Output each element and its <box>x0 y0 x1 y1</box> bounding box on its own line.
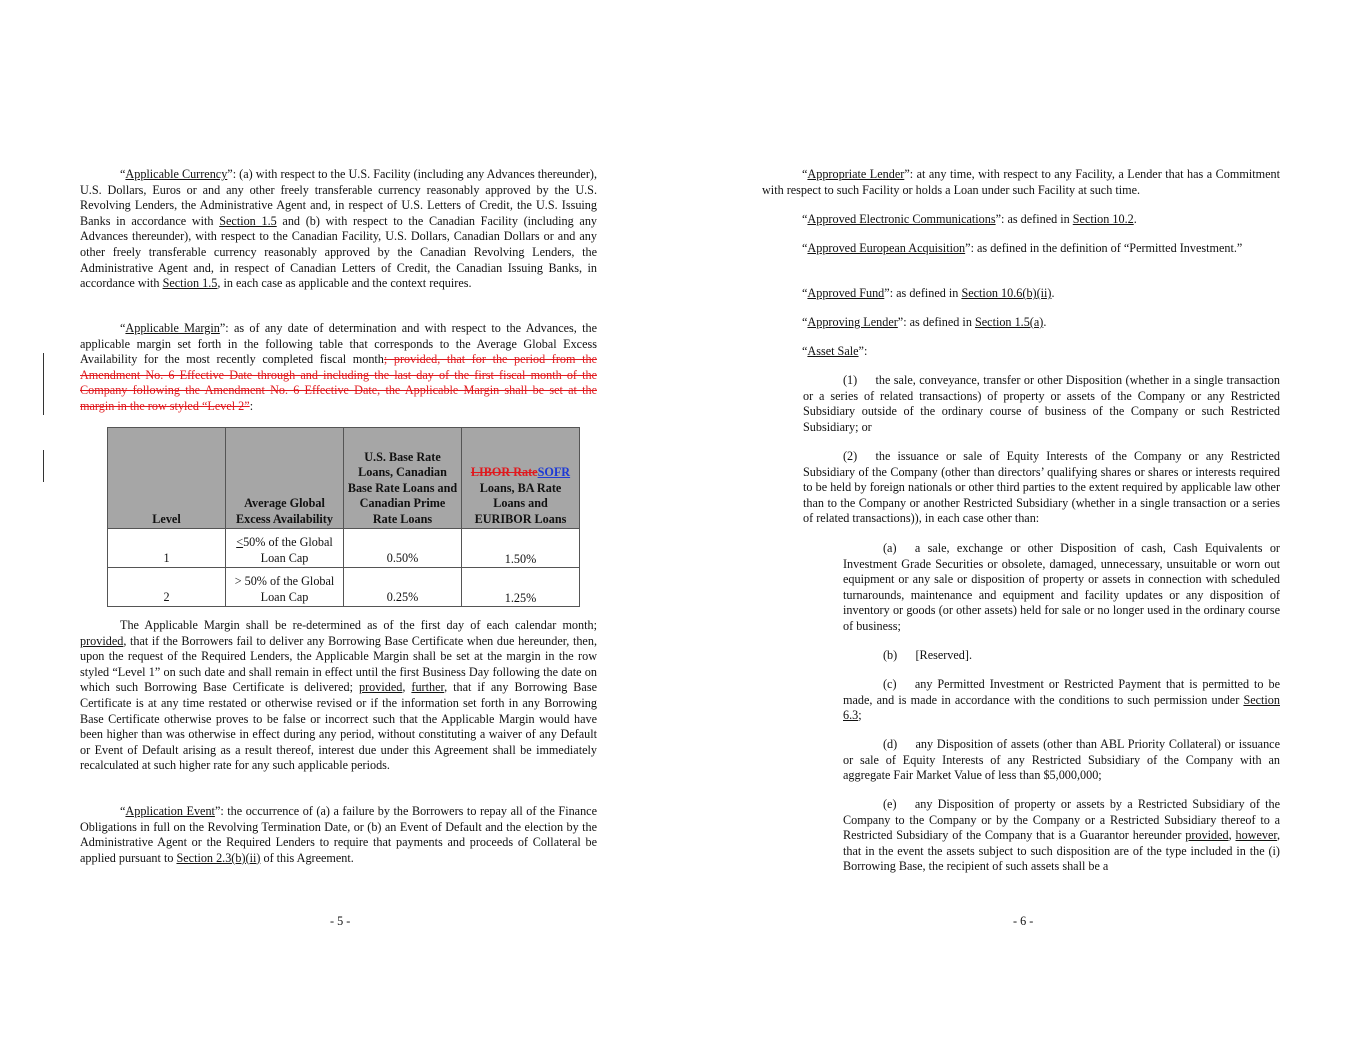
definition-applicable-margin: “Applicable Margin”: as of any date of determination and with respect to the Advances, the applicable margin set forth in the following table that corresponds to the Average Global Excess Availability for the most recently completed fiscal month; provided, that for the period from the Amendment No. 6 Effective Date through and including the last day of the first fiscal month of the Company following the Amendment No. 6 Effective Date, the Applicable Margin shall be set at the margin in the row styled “Level 2”: <box>80 321 597 413</box>
cell-availability: <50% of the Global Loan Cap <box>226 529 344 568</box>
defined-term: Appropriate Lender <box>807 167 905 181</box>
header-availability: Average Global Excess Availability <box>226 428 344 529</box>
asset-sale-exception-c: (c) any Permitted Investment or Restricted Payment that is permitted to be made, and is made in accordance with the conditions to such permission under Section 6.3; <box>843 677 1280 723</box>
definition-approved-fund: “Approved Fund”: as defined in Section 10.6(b)(ii). <box>802 286 1055 300</box>
section-reference: Section 10.6(b)(ii) <box>961 286 1052 300</box>
less-or-equal-symbol: < <box>236 535 244 550</box>
section-reference: Section 6.3 <box>843 692 1280 723</box>
table-row <box>108 529 580 568</box>
cell-level: 1 <box>108 529 226 568</box>
asset-sale-clause-2: (2) the issuance or sale of Equity Interests of the Company or any Restricted Subsidiary of the Company (other than directors’ qualifying shares or shares or interests required to be held by foreign nationals or other third parties to the extent required by applicable law other than to the Company or another Restricted Subsidiary (whether in a single transaction or a series of related transactions)), in each case other than: <box>803 449 1280 526</box>
definition-approved-electronic-communications: “Approved Electronic Communications”: as defined in Section 10.2. <box>802 212 1137 226</box>
deleted-text: ; provided, that for the period from the Amendment No. 6 Effective Date through and including the last day of the first fiscal month of the Company following the Amendment No. 6 Effective Date, the Applicable Margin shall be set at the margin in the row styled “Level 2” <box>80 352 597 413</box>
inserted-text: SOFR <box>537 465 571 480</box>
cell-level: 2 <box>108 568 226 607</box>
section-reference: Section 2.3(b)(ii) <box>176 850 261 865</box>
header-sofr-loans: LIBOR RateSOFR Loans, BA Rate Loans and EURIBOR Loans <box>462 428 580 529</box>
defined-term: Approving Lender <box>807 315 898 329</box>
definition-asset-sale: “Asset Sale”: <box>802 344 868 358</box>
page-number: - 6 - <box>1013 914 1034 928</box>
table-row <box>108 568 580 607</box>
left-page <box>0 0 682 1055</box>
definition-approving-lender: “Approving Lender”: as defined in Section 1.5(a). <box>802 315 1047 329</box>
asset-sale-exception-b: (b) [Reserved]. <box>883 648 973 662</box>
asset-sale-exception-e: (e) any Disposition of property or assets by a Restricted Subsidiary of the Company to the Company or by the Company or a Restricted Subsidiary thereof to a Restricted Subsidiary of the Company that is a Guarantor hereunder provided, however, that in the event the assets subject to such disposition are of the type included in the (i) Borrowing Base, the recipient of such assets shall be a <box>843 797 1281 874</box>
header-base-rate-loans: U.S. Base Rate Loans, Canadian Base Rate Loans and Canadian Prime Rate Loans <box>344 428 462 529</box>
defined-term: Asset Sale <box>807 344 859 358</box>
definition-appropriate-lender: “Appropriate Lender”: at any time, with respect to any Facility, a Lender that has a Commitment with respect to such Facility or holds a Loan under such Facility at such time. <box>762 167 1280 197</box>
defined-term: Applicable Currency <box>125 167 228 181</box>
section-reference: Section 1.5 <box>162 276 218 291</box>
asset-sale-clause-1: (1) the sale, conveyance, transfer or other Disposition (whether in a single transaction or a series of related transactions) of property or assets of the Company or any Restricted Subsidiary outside of the ordinary course of business of the Company or such Restricted Subsidiary; or <box>803 373 1280 434</box>
definition-applicable-currency: “Applicable Currency”: (a) with respect to the U.S. Facility (including any Advances thereunder), U.S. Dollars, Euros or and any other freely transferable currency reasonably approved by the U.S. Revolving Lenders, the Administrative Agent and, in respect of U.S. Letters of Credit, the U.S. Issuing Banks in accordance with Section 1.5 and (b) with respect to the Canadian Facility (including any Advances thereunder), with respect to the Canadian Facility, U.S. Dollars, Canadian Dollars or and any other freely transferable currency reasonably approved by the Canadian Revolving Lenders, the Administrative Agent and, in respect of Canadian Letters of Credit, the Canadian Issuing Banks, in accordance with Section 1.5, in each case as applicable and the context requires. <box>80 167 598 291</box>
asset-sale-exception-a: (a) a sale, exchange or other Disposition of cash, Cash Equivalents or Investment Grade Securities or obsolete, damaged, unnecessary, unsuitable or worn out equipment or any sale or disposition of property or assets in connection with scheduled turnarounds, maintenance and equipment and facility updates or any disposition of inventory or goods (or other assets) held for sale or no longer used in the ordinary course of business; <box>843 541 1280 633</box>
defined-term: Approved Fund <box>807 286 885 300</box>
cell-sofr: 1.50% <box>462 529 580 568</box>
defined-term: Application Event <box>125 804 215 818</box>
definition-application-event: “Application Event”: the occurrence of (a) a failure by the Borrowers to repay all of the Finance Obligations in full on the Revolving Termination Date, or (b) an Event of Default and the election by the Administrative Agent or the Required Lenders to require that payments and proceeds of Collateral be applied pursuant to Section 2.3(b)(ii) of this Agreement. <box>80 804 598 865</box>
cell-base-rate: 0.50% <box>344 529 462 568</box>
applicable-margin-table <box>107 427 580 607</box>
defined-term: Approved Electronic Communications <box>807 212 996 226</box>
header-level: Level <box>108 428 226 529</box>
definition-approved-european-acquisition: “Approved European Acquisition”: as defined in the definition of “Permitted Investment.” <box>802 241 1243 255</box>
section-reference: Section 1.5(a) <box>974 315 1044 329</box>
asset-sale-exception-d: (d) any Disposition of assets (other than ABL Priority Collateral) or issuance or sale of Equity Interests of any Restricted Subsidiary of the Company with an aggregate Fair Market Value of less than $5,000,000; <box>843 737 1280 783</box>
cell-availability: > 50% of the Global Loan Cap <box>226 568 344 607</box>
right-page <box>683 0 1365 1055</box>
section-reference: Section 1.5 <box>219 213 277 228</box>
deleted-text: LIBOR Rate <box>470 465 538 480</box>
cell-base-rate: 0.25% <box>344 568 462 607</box>
cell-sofr: 1.25% <box>462 568 580 607</box>
revision-change-bar <box>43 353 44 415</box>
page-number: - 5 - <box>330 914 351 928</box>
defined-term: Applicable Margin <box>125 321 220 335</box>
revision-change-bar <box>43 450 44 482</box>
table-header-row <box>108 428 580 529</box>
section-reference: Section 10.2 <box>1072 212 1134 226</box>
defined-term: Approved European Acquisition <box>807 241 966 255</box>
applicable-margin-redetermination: The Applicable Margin shall be re-determined as of the first day of each calendar month; provided, that if the Borrowers fail to deliver any Borrowing Base Certificate when due hereunder, then, upon the request of the Required Lenders, the Applicable Margin shall be set at the margin in the row styled “Level 1” on such date and shall remain in effect until the first Business Day following the date on which such Borrowing Base Certificate is delivered; provided, further, that if any Borrowing Base Certificate is at any time restated or otherwise revised or if the information set forth in any Borrowing Base Certificate otherwise proves to be false or incorrect such that the Applicable Margin would have been higher than was otherwise in effect during any period, without constituting a waiver of any Default or Event of Default arising as a result thereof, interest due under this Agreement shall be immediately recalculated at such higher rate for any such applicable periods. <box>80 618 597 773</box>
